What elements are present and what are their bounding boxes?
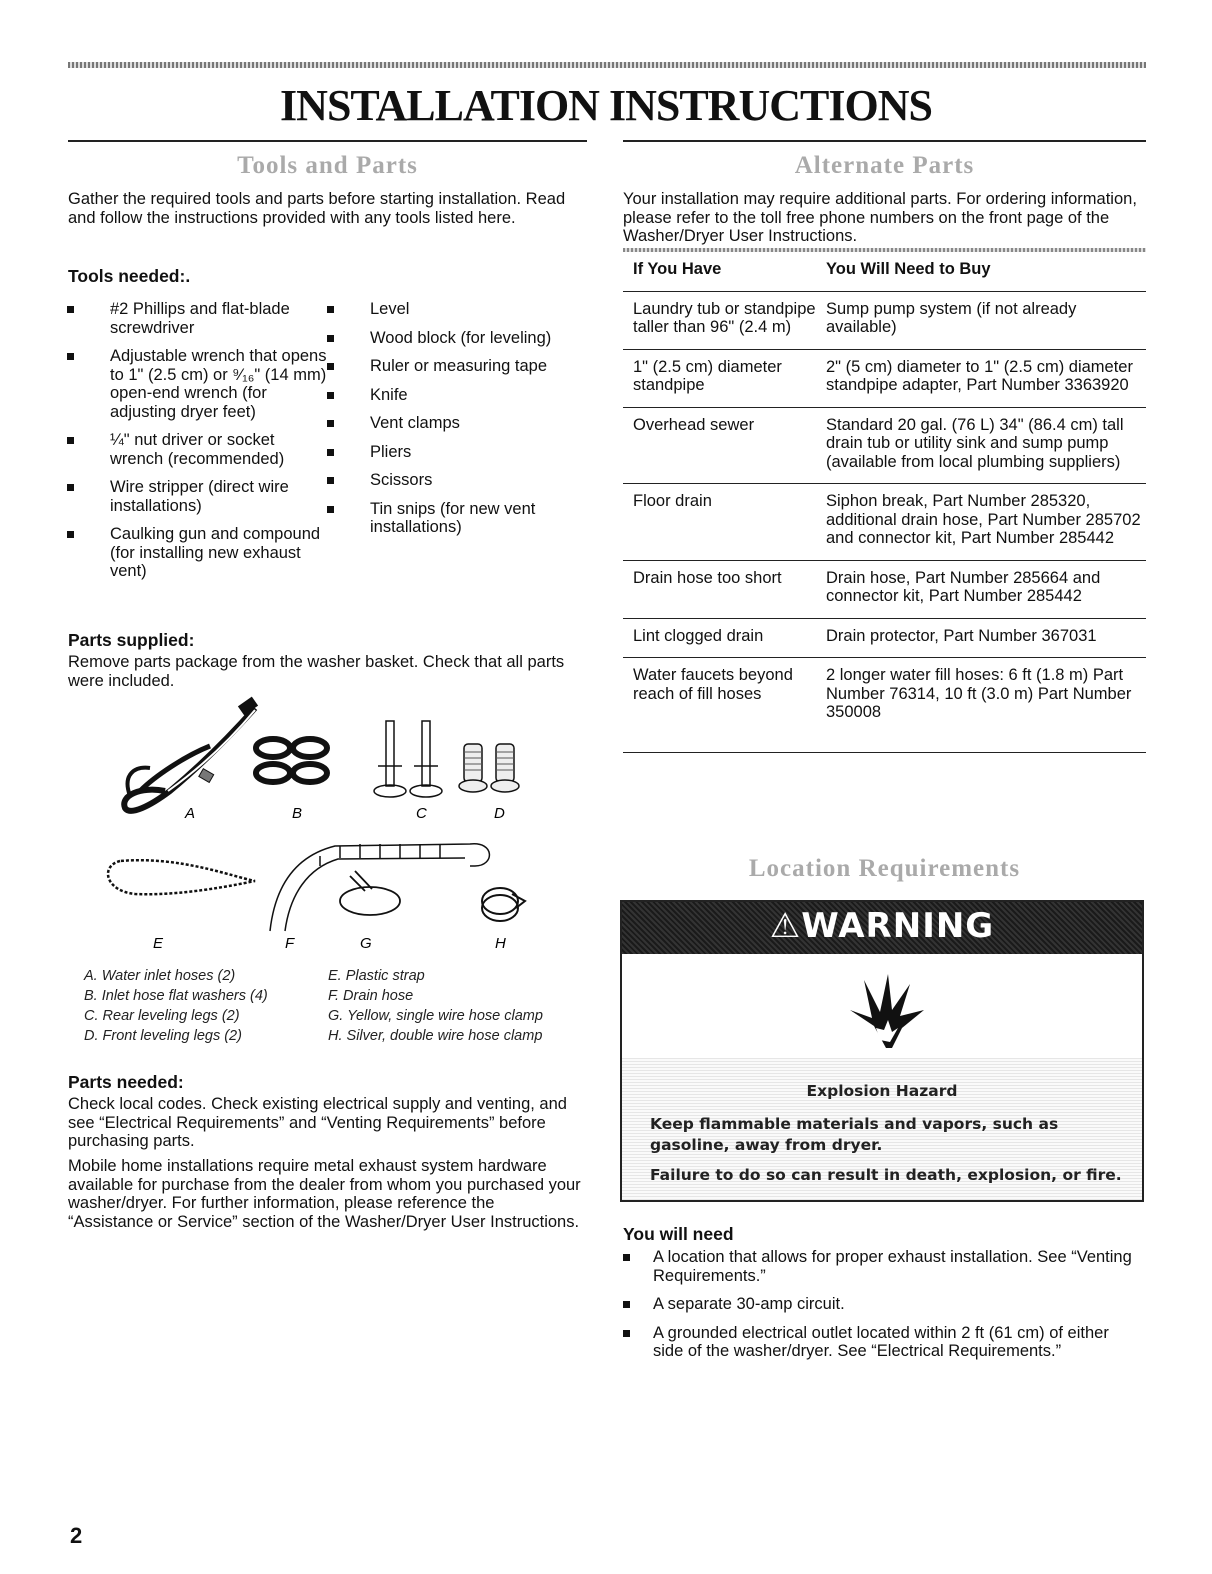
legend-item: F. Drain hose — [328, 988, 414, 1004]
parts-needed-paragraph-1: Check local codes. Check existing electrical supply and venting, and see “Electrical Requirements” and “Venting Requirements” before purchasing parts. — [68, 1095, 567, 1150]
rear-leveling-legs-drawing — [374, 721, 442, 797]
water-inlet-hoses-drawing — [124, 697, 257, 811]
alternate-parts-title: Alternate Parts — [794, 152, 975, 179]
legend-item: G. Yellow, single wire hose clamp — [328, 1008, 543, 1024]
parts-supplied-heading: Parts supplied: — [68, 630, 195, 650]
tools-list-right — [327, 300, 587, 547]
tools-parts-title: Tools and Parts — [237, 152, 418, 179]
table-cell: Floor drain — [623, 484, 826, 561]
figure-letter-a: A — [185, 805, 196, 822]
table-cell: Standard 20 gal. (76 L) 34" (86.4 cm) tall drain tub or utility sink and sump pump (available from local plumbing suppliers) — [826, 407, 1146, 484]
list-item: Adjustable wrench that opens to 1" (2.5 cm) or ⁹⁄₁₆" (14 mm) open-end wrench (for adjusting dryer feet) — [67, 347, 327, 421]
table-cell: Laundry tub or standpipe taller than 96" (2.4 m) — [623, 291, 826, 349]
you-will-need-heading: You will need — [623, 1224, 734, 1244]
table-cell: Overhead sewer — [623, 407, 826, 484]
table-cell: Sump pump system (if not already available) — [826, 291, 1146, 349]
list-item: A separate 30-amp circuit. — [623, 1295, 1143, 1314]
table-header-row — [623, 255, 1146, 291]
warning-triangle-icon: ⚠ — [769, 906, 802, 946]
parts-needed-paragraph-2: Mobile home installations require metal exhaust system hardware available for purchase from the dealer from whom you purchased your washer/dryer. For further information, please reference the “Assistance or Service” section of the Washer/Dryer User Instructions. — [68, 1157, 581, 1231]
column-header: You Will Need to Buy — [826, 255, 1146, 291]
list-item: Level — [327, 300, 587, 319]
figure-letter-c: C — [416, 805, 427, 822]
table-row — [623, 658, 1146, 753]
section-rule — [68, 140, 587, 142]
warning-box — [620, 900, 1144, 1202]
double-wire-clamp-drawing — [482, 888, 525, 921]
figure-letter-e: E — [153, 935, 164, 952]
table-cell: Lint clogged drain — [623, 618, 826, 658]
figure-letter-f: F — [285, 935, 295, 952]
list-item: ¼" nut driver or socket wrench (recommended) — [67, 431, 327, 468]
table-row — [623, 484, 1146, 561]
table-row — [623, 349, 1146, 407]
list-item: Wire stripper (direct wire installations) — [67, 478, 327, 515]
table-cell: Water faucets beyond reach of fill hoses — [623, 658, 826, 753]
warning-title — [622, 906, 1142, 946]
parts-supplied-text: Remove parts package from the washer basket. Check that all parts were included. — [68, 653, 565, 690]
list-item: Knife — [327, 386, 587, 405]
legend-item: D. Front leveling legs (2) — [84, 1028, 242, 1044]
table-row — [623, 560, 1146, 618]
alternate-parts-intro: Your installation may require additional parts. For ordering information, please refer to the toll free phone numbers on the front page of the Washer/Dryer User Instructions. — [623, 190, 1137, 245]
list-item: Vent clamps — [327, 414, 587, 433]
table-cell: Siphon break, Part Number 285320, additional drain hose, Part Number 285702 and connector kit, Part Number 285442 — [826, 484, 1146, 561]
plastic-strap-drawing — [108, 860, 255, 894]
hazard-instruction: Keep flammable materials and vapors, such as gasoline, away from dryer. — [650, 1115, 1059, 1154]
page-title: INSTALLATION INSTRUCTIONS — [280, 81, 932, 130]
table-cell: Drain hose, Part Number 285664 and connector kit, Part Number 285442 — [826, 560, 1146, 618]
hazard-title: Explosion Hazard — [806, 1082, 958, 1100]
list-item: #2 Phillips and flat-blade screwdriver — [67, 300, 327, 337]
explosion-icon — [844, 970, 928, 1050]
list-item: Scissors — [327, 471, 587, 490]
tools-list-left — [67, 300, 327, 591]
legend-item: E. Plastic strap — [328, 968, 425, 984]
table-cell: Drain hose too short — [623, 560, 826, 618]
top-decorative-bar — [68, 62, 1146, 68]
figure-letter-g: G — [360, 935, 372, 952]
parts-legend-right — [328, 966, 543, 1046]
location-requirements-title: Location Requirements — [748, 855, 1021, 882]
tools-needed-heading: Tools needed:. — [68, 266, 191, 286]
alternate-parts-table — [623, 255, 1146, 753]
table-row — [623, 291, 1146, 349]
legend-item: A. Water inlet hoses (2) — [84, 968, 236, 984]
parts-illustration — [80, 696, 580, 966]
legend-item: H. Silver, double wire hose clamp — [328, 1028, 543, 1044]
figure-letter-b: B — [292, 805, 303, 822]
table-cell: 1" (2.5 cm) diameter standpipe — [623, 349, 826, 407]
flat-washers-drawing — [256, 739, 327, 782]
warning-label: WARNING — [801, 906, 995, 946]
list-item: Ruler or measuring tape — [327, 357, 587, 376]
parts-legend-left — [84, 966, 268, 1046]
column-header: If You Have — [623, 255, 826, 291]
page-number: 2 — [70, 1523, 83, 1548]
you-will-need-list — [623, 1248, 1143, 1371]
table-cell: 2" (5 cm) diameter to 1" (2.5 cm) diameter standpipe adapter, Part Number 3363920 — [826, 349, 1146, 407]
list-item: A location that allows for proper exhaust installation. See “Venting Requirements.” — [623, 1248, 1143, 1285]
list-item: Pliers — [327, 443, 587, 462]
single-wire-clamp-drawing — [340, 871, 400, 915]
legend-item: B. Inlet hose flat washers (4) — [84, 988, 268, 1004]
figure-letter-h: H — [495, 935, 506, 952]
front-leveling-legs-drawing — [459, 744, 519, 792]
list-item: Caulking gun and compound (for installing new exhaust vent) — [67, 525, 327, 581]
section-rule — [623, 140, 1146, 142]
table-cell: Drain protector, Part Number 367031 — [826, 618, 1146, 658]
legend-item: C. Rear leveling legs (2) — [84, 1008, 240, 1024]
tools-parts-intro: Gather the required tools and parts before starting installation. Read and follow the instructions provided with any tools listed here. — [68, 190, 566, 227]
table-top-bar — [623, 248, 1146, 252]
warning-header — [622, 902, 1142, 954]
hazard-consequence: Failure to do so can result in death, explosion, or fire. — [650, 1166, 1122, 1184]
list-item: A grounded electrical outlet located within 2 ft (61 cm) of either side of the washer/dryer. See “Electrical Requirements.” — [623, 1324, 1143, 1361]
list-item: Tin snips (for new vent installations) — [327, 500, 587, 537]
figure-letter-d: D — [494, 805, 505, 822]
list-item: Wood block (for leveling) — [327, 329, 587, 348]
table-row — [623, 618, 1146, 658]
table-row — [623, 407, 1146, 484]
table-cell: 2 longer water fill hoses: 6 ft (1.8 m) Part Number 76314, 10 ft (3.0 m) Part Number 350008 — [826, 658, 1146, 753]
parts-needed-heading: Parts needed: — [68, 1072, 184, 1092]
